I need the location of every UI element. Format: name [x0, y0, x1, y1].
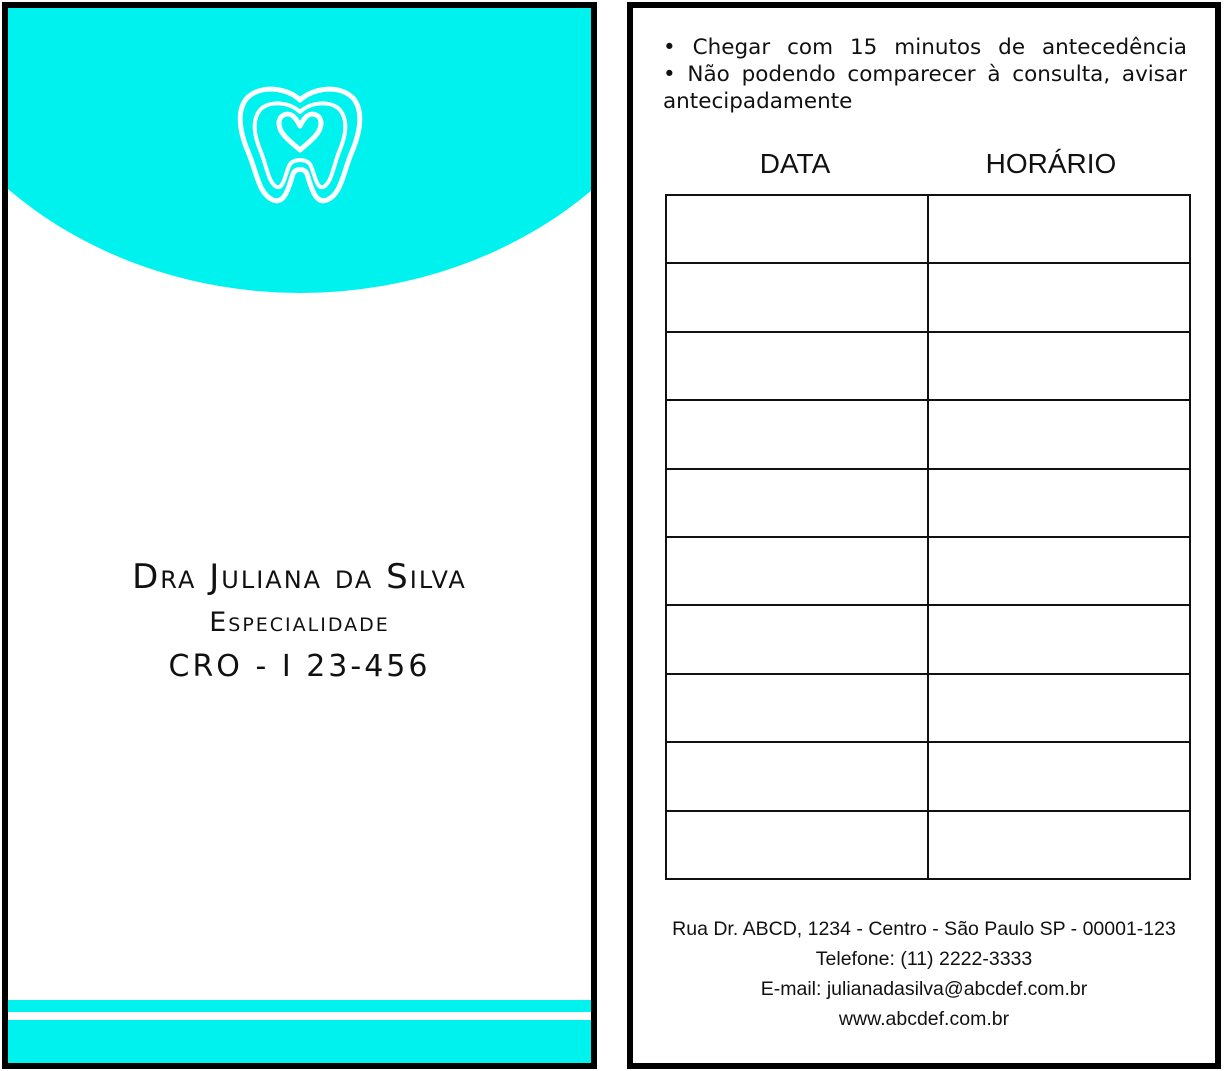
column-header-time: HORÁRIO: [985, 148, 1117, 179]
table-row: [666, 195, 1190, 263]
table-row: [666, 605, 1190, 673]
doctor-registration: CRO - I 23-456: [168, 649, 431, 684]
date-cell[interactable]: [666, 674, 928, 742]
time-cell[interactable]: [928, 674, 1190, 742]
doctor-specialty: Especialidade: [209, 607, 390, 638]
tooth-heart-icon: [233, 78, 368, 213]
card-front: [2, 2, 597, 1069]
accent-stripe-thick: [8, 1020, 591, 1063]
date-cell[interactable]: [666, 811, 928, 879]
date-cell[interactable]: [666, 332, 928, 400]
column-header-date: DATA: [759, 148, 831, 179]
table-row: [666, 469, 1190, 537]
time-cell[interactable]: [928, 605, 1190, 673]
appointment-notes: [663, 34, 1187, 115]
date-cell[interactable]: [666, 195, 928, 263]
date-cell[interactable]: [666, 263, 928, 331]
website-line: www.abcdef.com.br: [838, 1008, 1010, 1030]
time-cell[interactable]: [928, 742, 1190, 810]
time-cell[interactable]: [928, 400, 1190, 468]
note-line: antecipadamente: [663, 89, 853, 114]
table-row: [666, 400, 1190, 468]
table-row: [666, 674, 1190, 742]
time-cell[interactable]: [928, 195, 1190, 263]
time-cell[interactable]: [928, 469, 1190, 537]
accent-stripe-thin: [8, 1000, 591, 1012]
contact-info: [633, 914, 1215, 1034]
doctor-name: Dra Juliana da Silva: [132, 557, 467, 597]
date-cell[interactable]: [666, 537, 928, 605]
address-line: Rua Dr. ABCD, 1234 - Centro - São Paulo SP - 00001-123: [672, 918, 1176, 940]
table-row: [666, 742, 1190, 810]
date-cell[interactable]: [666, 400, 928, 468]
appointment-table: [665, 194, 1191, 880]
note-line: • Não podendo comparecer à consulta, avisar: [663, 62, 1187, 87]
date-cell[interactable]: [666, 605, 928, 673]
card-back: [627, 2, 1221, 1069]
doctor-info: [8, 553, 591, 689]
time-cell[interactable]: [928, 332, 1190, 400]
table-row: [666, 332, 1190, 400]
note-line: • Chegar com 15 minutos de antecedência: [663, 35, 1187, 60]
date-cell[interactable]: [666, 742, 928, 810]
date-cell[interactable]: [666, 469, 928, 537]
table-row: [666, 263, 1190, 331]
table-row: [666, 811, 1190, 879]
table-row: [666, 537, 1190, 605]
email-line: E-mail: julianadasilva@abcdef.com.br: [760, 978, 1088, 1000]
phone-line: Telefone: (11) 2222-3333: [815, 948, 1033, 970]
time-cell[interactable]: [928, 537, 1190, 605]
time-cell[interactable]: [928, 263, 1190, 331]
time-cell[interactable]: [928, 811, 1190, 879]
